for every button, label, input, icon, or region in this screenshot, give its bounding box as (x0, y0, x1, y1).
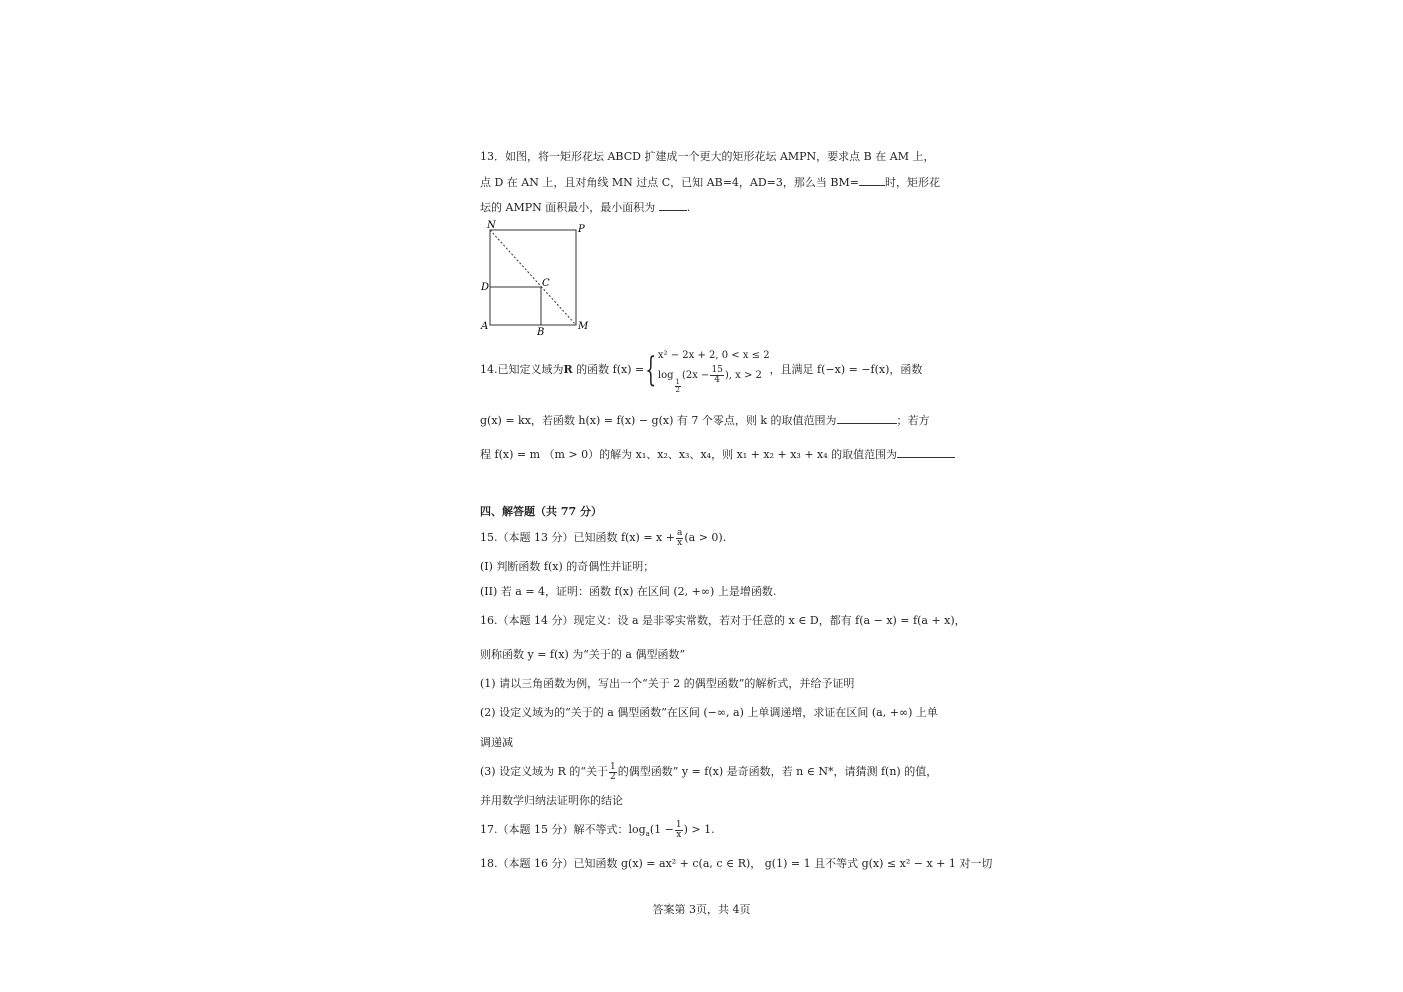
label-a: A (481, 321, 489, 332)
label-n: N (487, 220, 496, 231)
q14-mid: 的函数 f(x) = (572, 363, 645, 376)
q14-line2-end: ；若方 (896, 414, 930, 427)
q15-stem-end: (a > 0). (684, 531, 727, 544)
piecewise-brace: { (645, 350, 657, 390)
q16-part3-text: (3) 设定义域为 R 的“关于 (480, 765, 608, 778)
answer-blank-area (659, 200, 687, 211)
piece-1: x² − 2x + 2, 0 < x ≤ 2 (657, 350, 770, 361)
q13-line2 (480, 175, 940, 190)
q16-part3c: 并用数学归纳法证明你的结论 (480, 794, 623, 807)
q15-part2: (II) 若 a = 4，证明：函数 f(x) 在区间 (2, +∞) 上是增函数. (480, 585, 777, 598)
q16-stem: 16.（本题 14 分）现定义：设 a 是非零实常数，若对于任意的 x ∈ D，都有 f(a − x) = f(a + x)， (480, 614, 966, 627)
q16-part1: (1) 请以三角函数为例，写出一个“关于 2 的偶型函数”的解析式，并给予证明 (480, 677, 855, 690)
frac-den: x (677, 537, 683, 548)
q15-stem (480, 526, 726, 550)
section-4-title: 四、解答题（共 77 分） (480, 505, 602, 518)
q14-line3-text: 程 f(x) = m （m > 0）的解为 x₁、x₂、x₃、x₄，则 x₁ + x₂ + x₃ + x₄ 的取值范围为 (480, 448, 898, 461)
frac-num: 1 (675, 819, 682, 830)
page-footer: 答案第 3页，共 4页 (652, 903, 751, 916)
q13-line2-text: 点 D 在 AN 上，且对角线 MN 过点 C，已知 AB=4，AD=3，那么当 BM= (480, 176, 859, 189)
piecewise-definition (658, 346, 770, 394)
q13-line3-text: 坛的 AMPN 面积最小，最小面积为 (480, 201, 656, 214)
q16-part3 (480, 760, 937, 784)
log-text: log (657, 370, 674, 381)
fraction-15-4 (710, 366, 723, 385)
fraction-1-over-x (675, 821, 683, 840)
frac-num: a (676, 527, 683, 538)
q14-real-set: R (563, 363, 573, 376)
q17-stem (480, 818, 715, 846)
piece-2-arg: (2x − (681, 370, 710, 381)
frac-num: 15 (711, 365, 723, 375)
q14-line2-text: g(x) = kx，若函数 h(x) = f(x) − g(x) 有 7 个零点，则 k 的取值范围为 (480, 414, 837, 427)
q14-suffix: ，且满足 f(−x) = −f(x)，函数 (769, 363, 923, 376)
q13-line2-text-end: 时，矩形花 (884, 176, 940, 189)
label-m: M (578, 321, 589, 332)
frac-den: 2 (609, 771, 616, 782)
log-base (675, 379, 681, 394)
frac-den: x (676, 829, 682, 840)
fraction-one-half (609, 763, 617, 782)
label-b: B (537, 327, 545, 338)
answer-blank-sum (897, 447, 955, 458)
q17-arg: (1 − (649, 823, 674, 836)
q16-part3-end: 的偶型函数” y = f(x) 是奇函数，若 n ∈ N*，请猜测 f(n) 的值， (617, 765, 938, 778)
fraction-a-over-x (676, 529, 683, 548)
q14-line1 (480, 346, 923, 394)
q15-part1: (I) 判断函数 f(x) 的奇偶性并证明； (480, 560, 655, 573)
label-c: C (542, 278, 550, 289)
q17-stem-text: 17.（本题 15 分）解不等式：log (480, 823, 646, 836)
piece-2-cond: ), x > 2 (724, 370, 762, 381)
label-d: D (481, 282, 490, 293)
q16-part2b: 调递减 (480, 736, 513, 749)
frac-num: 1 (609, 761, 616, 772)
log-base-num: 1 (675, 378, 680, 386)
piece-2 (658, 366, 770, 394)
log-base-den: 2 (675, 386, 680, 394)
q14-line3 (480, 447, 955, 462)
label-p: P (578, 224, 585, 235)
q16-part2: (2) 设定义域为的“关于的 a 偶型函数”在区间 (−∞, a) 上单调递增，求证在区间 (a, +∞) 上单 (480, 706, 938, 719)
diagonal-mn (490, 230, 576, 325)
q16-stem2: 则称函数 y = f(x) 为“关于的 a 偶型函数” (480, 648, 686, 661)
answer-blank-bm (859, 175, 885, 186)
q14-prefix: 14.已知定义域为 (480, 363, 564, 376)
q13-line1: 13．如图，将一矩形花坛 ABCD 扩建成一个更大的矩形花坛 AMPN，要求点 B 在 AM 上， (480, 150, 935, 163)
q17-end: ) > 1. (683, 823, 715, 836)
q13-line3 (480, 200, 690, 215)
frac-den: 4 (714, 375, 721, 385)
q13-line3-end: . (686, 201, 691, 214)
answer-blank-k (837, 413, 897, 424)
q18-stem: 18.（本题 16 分）已知函数 g(x) = ax² + c(a, c ∈ R)， g(1) = 1 且不等式 g(x) ≤ x² − x + 1 对一切 (480, 857, 993, 870)
rectangle-figure (478, 218, 590, 338)
log-sub: a (645, 830, 650, 839)
q15-stem-text: 15.（本题 13 分）已知函数 f(x) = x + (480, 531, 675, 544)
q14-line2 (480, 413, 930, 428)
